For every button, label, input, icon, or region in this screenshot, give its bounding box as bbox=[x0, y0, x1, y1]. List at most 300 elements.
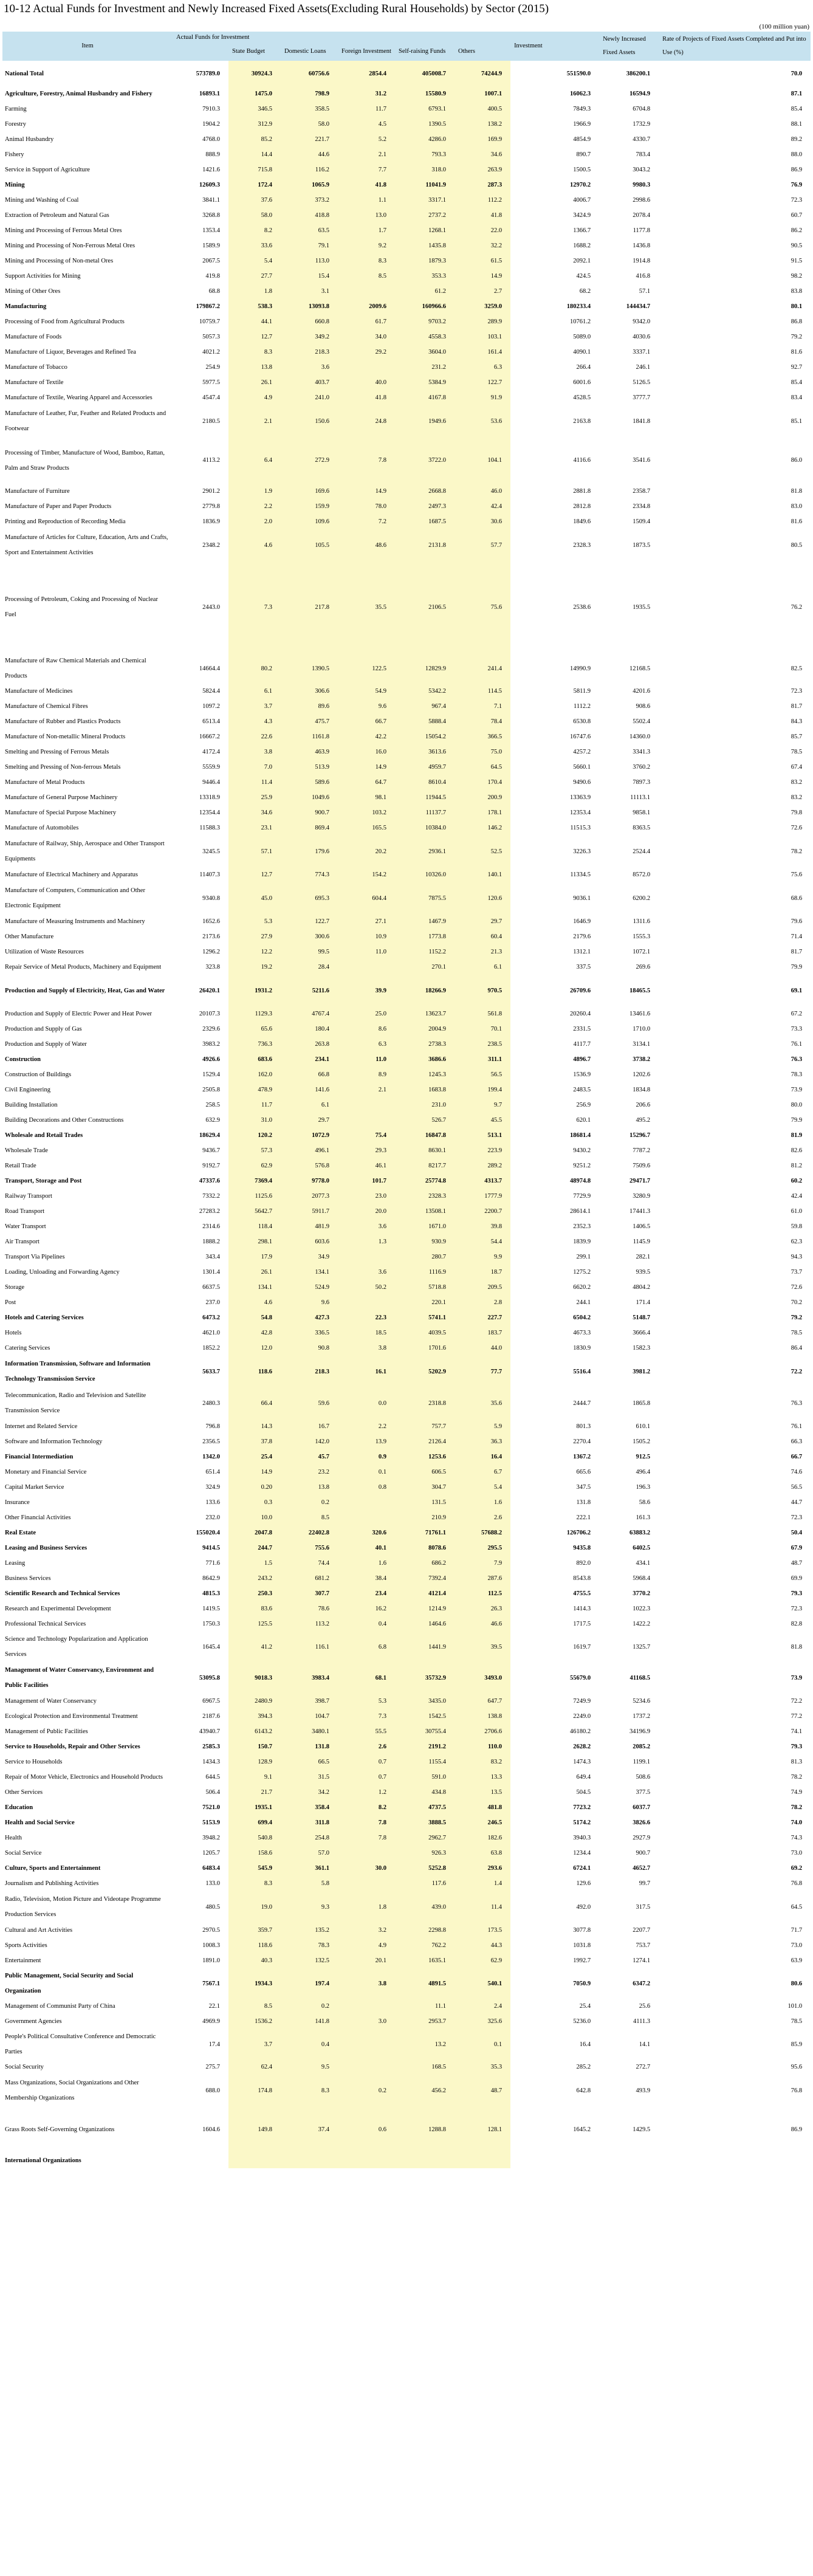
cell-value: 4547.4 bbox=[202, 394, 220, 401]
table-row bbox=[2, 1265, 811, 1280]
cell-value: 0.20 bbox=[228, 1480, 281, 1495]
table-row bbox=[2, 390, 811, 405]
row-label: Software and Information Technology bbox=[5, 1438, 103, 1445]
cell-value: 7.8 bbox=[338, 437, 395, 484]
cell-value: 23.4 bbox=[338, 1586, 395, 1601]
cell-value: 1155.4 bbox=[395, 1754, 455, 1770]
cell-value: 665.6 bbox=[576, 1469, 591, 1475]
cell-value: 41168.5 bbox=[629, 1674, 651, 1681]
cell-value: 26.1 bbox=[228, 375, 281, 390]
cell-value: 3337.1 bbox=[633, 349, 651, 355]
cell-value: 2179.6 bbox=[573, 933, 591, 940]
cell-value: 66.4 bbox=[228, 1387, 281, 1419]
table-row bbox=[2, 1480, 811, 1495]
cell-value: 41.8 bbox=[455, 208, 510, 223]
cell-value: 58.6 bbox=[639, 1499, 651, 1506]
cell-value: 138.8 bbox=[455, 1709, 510, 1724]
cell-value: 320.6 bbox=[338, 1525, 395, 1540]
cell-value: 99.5 bbox=[281, 944, 338, 960]
cell-value: 5741.1 bbox=[395, 1310, 455, 1325]
cell-value: 14.4 bbox=[228, 147, 281, 162]
table-row bbox=[2, 760, 811, 775]
cell-value: 74.0 bbox=[791, 1819, 803, 1826]
cell-value: 73.9 bbox=[791, 1087, 803, 1093]
cell-value: 1390.5 bbox=[281, 653, 338, 684]
table-row bbox=[2, 86, 811, 101]
cell-value: 79.6 bbox=[791, 918, 803, 925]
cell-value: 1888.2 bbox=[202, 1238, 220, 1245]
cell-value: 142.0 bbox=[281, 1434, 338, 1449]
cell-value: 4039.5 bbox=[395, 1325, 455, 1341]
cell-value: 83.4 bbox=[791, 394, 803, 401]
table-row bbox=[2, 1325, 811, 1341]
cell-value: 78.2 bbox=[791, 848, 803, 855]
cell-value: 1701.6 bbox=[395, 1341, 455, 1356]
cell-value: 2779.8 bbox=[202, 503, 220, 510]
cell-value: 140.1 bbox=[455, 867, 510, 882]
cell-value: 85.2 bbox=[228, 132, 281, 147]
cell-value: 287.3 bbox=[455, 177, 510, 193]
cell-value: 1646.9 bbox=[573, 918, 591, 925]
cell-value: 46.1 bbox=[338, 1158, 395, 1173]
cell-value: 74.3 bbox=[791, 1835, 803, 1841]
cell-value: 89.6 bbox=[281, 699, 338, 714]
cell-value: 31.0 bbox=[228, 1113, 281, 1128]
cell-value: 126706.2 bbox=[566, 1530, 591, 1536]
row-label: Wholesale Trade bbox=[5, 1147, 48, 1154]
cell-value: 3.6 bbox=[338, 1219, 395, 1234]
cell-value: 6637.5 bbox=[202, 1284, 220, 1291]
cell-value: 1325.7 bbox=[633, 1643, 651, 1650]
cell-value: 14664.4 bbox=[199, 665, 220, 672]
row-label: Government Agencies bbox=[5, 2018, 62, 2025]
cell-value: 5057.3 bbox=[202, 334, 220, 340]
cell-value: 83.0 bbox=[791, 503, 803, 510]
table-row bbox=[2, 101, 811, 117]
cell-value: 1288.8 bbox=[395, 2106, 455, 2153]
cell-value: 81.2 bbox=[791, 1163, 803, 1169]
row-label: Farming bbox=[5, 106, 27, 112]
row-label: Mining and Processing of Ferrous Metal Ores bbox=[5, 227, 122, 234]
cell-value bbox=[338, 960, 395, 975]
cell-value: 78.2 bbox=[791, 1804, 803, 1811]
cell-value: 6402.5 bbox=[633, 1545, 651, 1551]
cell-value: 70.0 bbox=[791, 70, 803, 77]
cell-value: 13.8 bbox=[281, 1480, 338, 1495]
row-label: Manufacture of Leather, Fur, Feather and Related Products and Footwear bbox=[5, 410, 166, 432]
cell-value: 492.0 bbox=[576, 1903, 591, 1911]
row-label: Business Services bbox=[5, 1575, 51, 1582]
cell-value: 22.6 bbox=[228, 729, 281, 744]
cell-value: 6793.1 bbox=[395, 101, 455, 117]
cell-value: 5559.9 bbox=[202, 764, 220, 771]
table-row bbox=[2, 1295, 811, 1310]
cell-value: 9342.0 bbox=[633, 318, 651, 325]
cell-value: 161.3 bbox=[636, 1514, 651, 1521]
cell-value: 1582.3 bbox=[633, 1345, 651, 1352]
cell-value: 81.7 bbox=[791, 949, 803, 955]
cell-value: 160966.6 bbox=[395, 299, 455, 314]
row-label: Hotels bbox=[5, 1330, 22, 1336]
row-label: Utilization of Waste Resources bbox=[5, 949, 84, 955]
cell-value: 13.8 bbox=[228, 360, 281, 375]
cell-value: 1604.6 bbox=[202, 2126, 220, 2133]
cell-value: 23.0 bbox=[338, 1189, 395, 1204]
cell-value: 45.0 bbox=[228, 882, 281, 914]
row-label: Manufacture of Furniture bbox=[5, 488, 70, 495]
table-row bbox=[2, 1510, 811, 1525]
cell-value: 20.2 bbox=[338, 836, 395, 867]
cell-value: 60756.6 bbox=[281, 61, 338, 86]
cell-value: 62.3 bbox=[791, 1238, 803, 1245]
cell-value: 11407.3 bbox=[199, 871, 220, 878]
cell-value: 647.7 bbox=[455, 1694, 510, 1709]
cell-value: 8.3 bbox=[228, 345, 281, 360]
cell-value: 43940.7 bbox=[199, 1728, 220, 1735]
cell-value: 133.0 bbox=[205, 1880, 220, 1887]
table-row bbox=[2, 1128, 811, 1143]
row-label: Service in Support of Agriculture bbox=[5, 167, 90, 173]
cell-value: 59.8 bbox=[791, 1223, 803, 1230]
cell-value: 241.0 bbox=[281, 390, 338, 405]
cell-value: 8.3 bbox=[228, 1876, 281, 1891]
cell-value: 13461.6 bbox=[629, 1011, 651, 1017]
row-label: Construction bbox=[5, 1056, 41, 1063]
cell-value: 2538.6 bbox=[573, 603, 591, 611]
cell-value: 5.9 bbox=[455, 1419, 510, 1434]
cell-value: 2356.5 bbox=[202, 1438, 220, 1445]
cell-value: 1683.8 bbox=[395, 1082, 455, 1097]
row-label: Production and Supply of Water bbox=[5, 1041, 87, 1048]
cell-value: 660.8 bbox=[281, 314, 338, 329]
cell-value: 2298.8 bbox=[395, 1923, 455, 1938]
cell-value: 755.6 bbox=[281, 1540, 338, 1556]
cell-value: 133.6 bbox=[205, 1499, 220, 1506]
cell-value: 48.7 bbox=[791, 1560, 803, 1567]
cell-value: 508.6 bbox=[636, 1774, 651, 1781]
table-row bbox=[2, 1419, 811, 1434]
cell-value: 6704.8 bbox=[633, 106, 651, 112]
cell-value: 481.8 bbox=[455, 1800, 510, 1815]
cell-value: 8.2 bbox=[228, 223, 281, 238]
cell-value: 3666.4 bbox=[633, 1330, 651, 1336]
cell-value: 66.7 bbox=[338, 714, 395, 729]
cell-value: 24.8 bbox=[338, 405, 395, 437]
cell-value: 62.4 bbox=[228, 2059, 281, 2075]
cell-value: 1296.2 bbox=[202, 949, 220, 955]
row-label: Monetary and Financial Service bbox=[5, 1469, 87, 1475]
cell-value: 243.2 bbox=[228, 1571, 281, 1586]
cell-value: 366.5 bbox=[455, 729, 510, 744]
cell-value: 4737.5 bbox=[395, 1800, 455, 1815]
cell-value: 71.7 bbox=[791, 1927, 803, 1934]
cell-value: 18629.4 bbox=[199, 1132, 220, 1139]
cell-value: 495.2 bbox=[636, 1117, 651, 1124]
cell-value: 168.5 bbox=[395, 2059, 455, 2075]
cell-value: 7875.5 bbox=[395, 882, 455, 914]
cell-value: 81.6 bbox=[791, 349, 803, 355]
cell-value: 6967.5 bbox=[202, 1698, 220, 1705]
cell-value bbox=[659, 2153, 811, 2168]
header-self-raising: Self-raising Funds bbox=[395, 43, 455, 61]
table-row bbox=[2, 1082, 811, 1097]
cell-value: 66.3 bbox=[791, 1438, 803, 1445]
cell-value: 1652.6 bbox=[202, 918, 220, 925]
cell-value: 1914.8 bbox=[633, 258, 651, 264]
table-row bbox=[2, 1861, 811, 1876]
cell-value bbox=[338, 1113, 395, 1128]
cell-value: 1.1 bbox=[338, 193, 395, 208]
cell-value: 3134.1 bbox=[633, 1041, 651, 1048]
cell-value: 42.4 bbox=[455, 499, 510, 514]
cell-value: 2444.7 bbox=[573, 1400, 591, 1407]
row-label: Science and Technology Popularization and Application Services bbox=[5, 1636, 148, 1658]
cell-value: 3317.1 bbox=[395, 193, 455, 208]
cell-value: 7332.2 bbox=[202, 1193, 220, 1200]
cell-value: 783.4 bbox=[636, 151, 651, 158]
cell-value: 12.0 bbox=[228, 1341, 281, 1356]
cell-value: 9251.2 bbox=[573, 1163, 591, 1169]
cell-value: 2004.9 bbox=[395, 1022, 455, 1037]
cell-value: 0.6 bbox=[338, 2106, 395, 2153]
cell-value: 76.1 bbox=[791, 1423, 803, 1430]
cell-value: 17441.3 bbox=[629, 1208, 651, 1215]
cell-value: 48.7 bbox=[455, 2075, 510, 2106]
cell-value: 22.1 bbox=[208, 2003, 220, 2010]
cell-value: 79.8 bbox=[791, 809, 803, 816]
row-label: Manufacture of Textile bbox=[5, 379, 64, 386]
table-row bbox=[2, 1891, 811, 1923]
cell-value: 358.4 bbox=[281, 1800, 338, 1815]
cell-value bbox=[338, 2059, 395, 2075]
cell-value: 4030.6 bbox=[633, 334, 651, 340]
cell-value: 1311.6 bbox=[633, 918, 651, 925]
cell-value: 912.5 bbox=[636, 1454, 651, 1460]
cell-value: 50.4 bbox=[791, 1530, 803, 1536]
cell-value: 4113.2 bbox=[202, 457, 220, 464]
cell-value: 347.5 bbox=[576, 1484, 591, 1491]
cell-value: 45.5 bbox=[455, 1113, 510, 1128]
cell-value: 5384.9 bbox=[395, 375, 455, 390]
row-label: Transport Via Pipelines bbox=[5, 1254, 65, 1260]
table-row bbox=[2, 1724, 811, 1739]
cell-value: 1529.4 bbox=[202, 1071, 220, 1078]
cell-value: 300.6 bbox=[281, 929, 338, 944]
row-label: Manufacturing bbox=[5, 303, 47, 310]
cell-value: 42.2 bbox=[338, 729, 395, 744]
row-label: Service to Households, Repair and Other Services bbox=[5, 1743, 140, 1750]
table-row bbox=[2, 1876, 811, 1891]
cell-value: 16667.2 bbox=[199, 733, 220, 740]
cell-value: 263.9 bbox=[455, 162, 510, 177]
cell-value: 69.2 bbox=[791, 1865, 803, 1872]
cell-value: 2.1 bbox=[338, 147, 395, 162]
header-item: Item bbox=[2, 32, 173, 61]
cell-value: 9435.8 bbox=[573, 1545, 591, 1551]
cell-value: 1542.5 bbox=[395, 1709, 455, 1724]
table-row bbox=[2, 714, 811, 729]
cell-value: 73.0 bbox=[791, 1942, 803, 1949]
table-row bbox=[2, 1662, 811, 1694]
cell-value: 75.0 bbox=[455, 744, 510, 760]
row-label: Management of Water Conservancy bbox=[5, 1698, 97, 1705]
cell-value: 45.7 bbox=[281, 1449, 338, 1465]
cell-value: 2.8 bbox=[455, 1295, 510, 1310]
cell-value: 2936.1 bbox=[395, 836, 455, 867]
cell-value: 6620.2 bbox=[573, 1284, 591, 1291]
cell-value: 158.6 bbox=[228, 1846, 281, 1861]
cell-value: 5.3 bbox=[338, 1694, 395, 1709]
row-label: Repair of Motor Vehicle, Electronics and Household Products bbox=[5, 1774, 163, 1781]
table-row bbox=[2, 514, 811, 529]
cell-value: 30.6 bbox=[455, 514, 510, 529]
cell-value: 77.7 bbox=[455, 1356, 510, 1387]
cell-value: 753.7 bbox=[636, 1942, 651, 1949]
cell-value: 125.5 bbox=[228, 1616, 281, 1632]
cell-value: 5968.4 bbox=[633, 1575, 651, 1582]
cell-value: 2163.8 bbox=[573, 417, 591, 425]
cell-value: 8642.9 bbox=[202, 1575, 220, 1582]
cell-value: 4673.3 bbox=[573, 1330, 591, 1336]
cell-value: 2009.6 bbox=[338, 299, 395, 314]
table-row bbox=[2, 1815, 811, 1830]
cell-value: 29.2 bbox=[338, 345, 395, 360]
cell-value: 91.5 bbox=[791, 258, 803, 264]
cell-value: 540.1 bbox=[455, 1968, 510, 1999]
cell-value: 890.7 bbox=[576, 151, 591, 158]
table-row bbox=[2, 1204, 811, 1219]
row-label: Processing of Petroleum, Coking and Processing of Nuclear Fuel bbox=[5, 596, 158, 618]
cell-value: 83.6 bbox=[228, 1601, 281, 1616]
cell-value: 13508.1 bbox=[395, 1204, 455, 1219]
cell-value: 81.8 bbox=[791, 1643, 803, 1650]
row-label: Mining and Washing of Coal bbox=[5, 197, 79, 204]
cell-value: 231.2 bbox=[395, 360, 455, 375]
row-label: Service to Households bbox=[5, 1759, 63, 1765]
cell-value: 149.8 bbox=[228, 2106, 281, 2153]
cell-value bbox=[455, 2153, 510, 2168]
cell-value: 27.1 bbox=[338, 914, 395, 929]
header-state-budget: State Budget bbox=[228, 43, 281, 61]
header-newly-increased: Newly Increased Fixed Assets bbox=[599, 32, 659, 61]
cell-value: 79.3 bbox=[791, 1590, 803, 1597]
cell-value: 122.7 bbox=[455, 375, 510, 390]
cell-value: 73.3 bbox=[791, 1026, 803, 1032]
cell-value: 74.4 bbox=[281, 1556, 338, 1571]
cell-value: 209.5 bbox=[455, 1280, 510, 1295]
cell-value: 1841.8 bbox=[633, 417, 651, 425]
cell-value: 1301.4 bbox=[202, 1269, 220, 1276]
cell-value: 439.0 bbox=[395, 1891, 455, 1923]
row-label: Manufacture of Electrical Machinery and Apparatus bbox=[5, 871, 138, 878]
cell-value: 8.2 bbox=[338, 1800, 395, 1815]
cell-value: 7.0 bbox=[228, 760, 281, 775]
cell-value: 293.6 bbox=[455, 1861, 510, 1876]
unit-label: (100 million yuan) bbox=[759, 23, 809, 30]
cell-value: 18.5 bbox=[338, 1325, 395, 1341]
cell-value: 1152.2 bbox=[395, 944, 455, 960]
row-label: Fishery bbox=[5, 151, 24, 158]
cell-value: 0.2 bbox=[281, 1999, 338, 2014]
row-label: Manufacture of Liquor, Beverages and Refined Tea bbox=[5, 349, 136, 355]
cell-value: 394.3 bbox=[228, 1709, 281, 1724]
cell-value: 220.1 bbox=[395, 1295, 455, 1310]
cell-value: 3826.6 bbox=[633, 1819, 651, 1826]
cell-value: 1589.9 bbox=[202, 242, 220, 249]
cell-value: 80.1 bbox=[791, 303, 803, 310]
cell-value: 1419.5 bbox=[202, 1606, 220, 1612]
cell-value: 3341.3 bbox=[633, 749, 651, 755]
cell-value: 3.8 bbox=[338, 1968, 395, 1999]
cell-value: 7897.3 bbox=[633, 779, 651, 786]
table-row bbox=[2, 1709, 811, 1724]
cell-value: 5660.1 bbox=[573, 764, 591, 771]
cell-value: 287.6 bbox=[455, 1571, 510, 1586]
cell-value: 59.6 bbox=[281, 1387, 338, 1419]
cell-value: 16.2 bbox=[338, 1601, 395, 1616]
cell-value: 7567.1 bbox=[202, 1980, 220, 1987]
cell-value: 1645.2 bbox=[573, 2126, 591, 2133]
table-row bbox=[2, 1387, 811, 1419]
cell-value: 9.3 bbox=[281, 1891, 338, 1923]
cell-value: 0.7 bbox=[338, 1754, 395, 1770]
cell-value: 1129.3 bbox=[228, 1006, 281, 1022]
cell-value: 71761.1 bbox=[395, 1525, 455, 1540]
cell-value: 4.6 bbox=[228, 529, 281, 561]
row-label: People's Political Consultative Conference and Democratic Parties bbox=[5, 2033, 156, 2055]
cell-value: 2.2 bbox=[228, 499, 281, 514]
row-label: Manufacture of Foods bbox=[5, 334, 62, 340]
cell-value: 64.7 bbox=[338, 775, 395, 790]
cell-value bbox=[510, 2153, 599, 2168]
cell-value: 6513.4 bbox=[202, 718, 220, 725]
row-label: Production and Supply of Electric Power and Heat Power bbox=[5, 1011, 153, 1017]
cell-value: 1214.9 bbox=[395, 1601, 455, 1616]
cell-value: 9036.1 bbox=[573, 895, 591, 902]
cell-value: 8572.0 bbox=[633, 871, 651, 878]
row-label: Railway Transport bbox=[5, 1193, 52, 1200]
cell-value: 801.3 bbox=[576, 1423, 591, 1430]
cell-value: 798.9 bbox=[281, 86, 338, 101]
cell-value: 1234.4 bbox=[573, 1850, 591, 1856]
table-row bbox=[2, 882, 811, 914]
cell-value: 118.6 bbox=[228, 1938, 281, 1953]
cell-value: 81.7 bbox=[791, 703, 803, 710]
table-row bbox=[2, 1785, 811, 1800]
cell-value: 8.3 bbox=[281, 2075, 338, 2106]
table-row bbox=[2, 299, 811, 314]
table-row bbox=[2, 1173, 811, 1189]
cell-value: 4755.5 bbox=[573, 1590, 591, 1597]
cell-value bbox=[338, 2029, 395, 2059]
cell-value: 172.4 bbox=[228, 177, 281, 193]
cell-value bbox=[338, 1295, 395, 1310]
table-row bbox=[2, 1022, 811, 1037]
cell-value: 146.2 bbox=[455, 820, 510, 836]
cell-value: 6001.6 bbox=[573, 379, 591, 386]
cell-value: 524.9 bbox=[281, 1280, 338, 1295]
header-rate: Rate of Projects of Fixed Assets Completed and Put into Use (%) bbox=[659, 32, 811, 61]
cell-value: 4896.7 bbox=[573, 1056, 591, 1063]
cell-value: 4528.5 bbox=[573, 394, 591, 401]
cell-value: 2352.3 bbox=[573, 1223, 591, 1230]
cell-value bbox=[338, 1846, 395, 1861]
cell-value: 91.9 bbox=[455, 390, 510, 405]
cell-value: 3983.2 bbox=[202, 1041, 220, 1048]
header-row bbox=[2, 32, 811, 43]
cell-value: 76.8 bbox=[791, 2087, 803, 2094]
cell-value: 162.0 bbox=[228, 1067, 281, 1082]
